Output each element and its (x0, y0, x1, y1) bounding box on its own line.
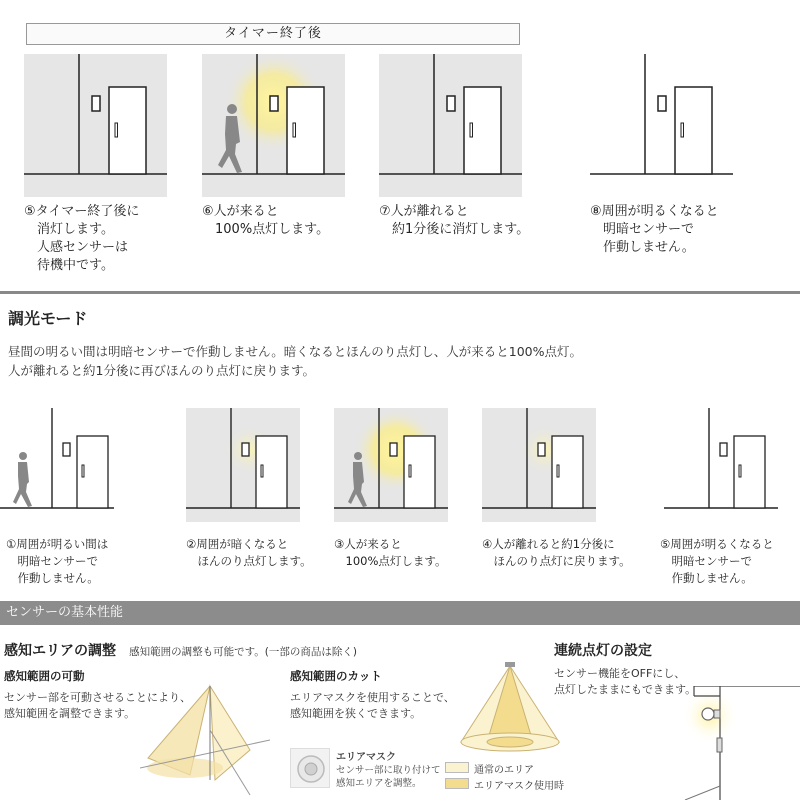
range-move-title: 感知範囲の可動 (4, 669, 85, 683)
caption-timer-6: ⑥人が来ると 100%点灯します。 (202, 204, 330, 237)
range-cut-title: 感知範囲のカット (290, 669, 382, 683)
legend-mask-swatch (445, 778, 469, 789)
area-mask-label: エリアマスク (336, 752, 396, 763)
continuous-diagram (680, 686, 800, 800)
legend-normal-label: 通常のエリア (474, 765, 534, 776)
dim-scene-5 (664, 408, 778, 522)
dim-scene-4 (482, 408, 596, 522)
legend-mask-label: エリアマスク使用時 (474, 781, 564, 792)
range-move-body: センサー部を可動させることにより、 感知範囲を調整できます。 (4, 691, 191, 720)
caption-timer-8: ⑧周囲が明るくなると 明暗センサーで 作動しません。 (590, 204, 719, 255)
scene-person-arrives (202, 54, 345, 197)
area-mask-image (290, 748, 330, 788)
scene-bright (590, 54, 733, 197)
area-title-row (4, 640, 357, 660)
area-mask-body: センサー部に取り付けて 感知エリアを調整。 (336, 765, 441, 789)
area-title: 感知エリアの調整 (4, 643, 116, 659)
dimming-mode-description: 昼間の明るい間は明暗センサーで作動しません。暗くなるとほんのり点灯し、人が来ると100%点灯。 人が離れると約1分後に再びほんのり点灯に戻ります。 (8, 344, 582, 378)
dim-scene-2 (186, 408, 300, 522)
dim-caption-4: ④人が離れると約1分後に ほんのり点灯に戻ります。 (482, 537, 631, 568)
range-cut-diagram (455, 662, 565, 754)
dim-caption-5: ⑤周囲が明るくなると 明暗センサーで 作動しません。 (660, 537, 774, 585)
dim-caption-3: ③人が来ると 100%点灯します。 (334, 537, 447, 568)
dim-caption-2: ②周囲が暗くなると ほんのり点灯します。 (186, 537, 312, 568)
range-cut-body: エリアマスクを使用することで、 感知範囲を狭くできます。 (290, 691, 455, 720)
continuous-title: 連続点灯の設定 (554, 643, 652, 659)
dim-caption-1: ①周囲が明るい間は 明暗センサーで 作動しません。 (6, 537, 109, 585)
range-move-diagram (140, 680, 270, 798)
legend-normal-swatch (445, 762, 469, 773)
continuous-body: センサー機能をOFFにし、 点灯したままにもできます。 (554, 667, 697, 696)
dim-scene-1 (0, 408, 114, 522)
area-note: 感知範囲の調整も可能です。(一部の商品は除く) (129, 646, 357, 658)
dim-scene-3 (334, 408, 448, 522)
dimming-mode-title: 調光モード (8, 309, 88, 328)
caption-timer-5: ⑤タイマー終了後に 消灯します。 人感センサーは 待機中です。 (24, 204, 140, 273)
section-divider (0, 291, 800, 294)
sensor-section-bar: センサーの基本性能 (0, 601, 800, 625)
scene-person-leaves (379, 54, 522, 197)
timer-end-title: タイマー終了後 (26, 23, 520, 45)
caption-timer-7: ⑦人が離れると 約1分後に消灯します。 (379, 204, 530, 237)
scene-timer-off (24, 54, 167, 197)
